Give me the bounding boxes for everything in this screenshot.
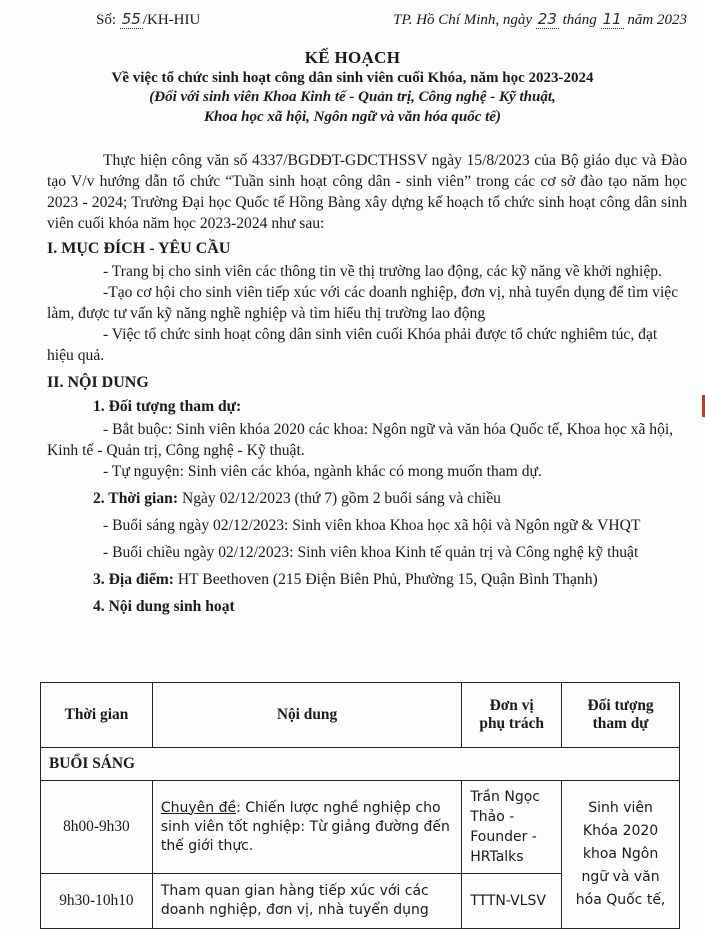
number-handwritten: 55 [121, 10, 141, 28]
header-unit-line2: phụ trách [479, 715, 544, 732]
number-prefix: Số: [96, 12, 117, 28]
purpose-item: -Tạo cơ hội cho sinh viên tiếp xúc với các doanh nghiệp, đơn vị, nhà tuyển dụng để tìm việc làm, được tư vấn kỹ năng nghề nghiệp và tìm hiểu thị trường lao động [47, 284, 679, 322]
afternoon-session-item: - Buổi chiều ngày 02/12/2023: Sinh viên khoa Kinh tế quản trị và Công nghệ kỹ thuật [103, 544, 639, 561]
document-body [47, 150, 687, 619]
subtitle-note-2: Khoa học xã hội, Ngôn ngữ và văn hóa quốc tế) [204, 109, 501, 125]
location-label: 3. Địa điểm: [93, 571, 174, 588]
title-block [0, 48, 705, 127]
header-unit [462, 683, 562, 748]
document-number [96, 10, 200, 29]
row-unit: Trần Ngọc Thảo - Founder - HRTalks [462, 781, 562, 874]
time-label: 2. Thời gian: [93, 490, 179, 507]
document-header-line [96, 10, 695, 34]
morning-session-item: - Buổi sáng ngày 02/12/2023: Sinh viên khoa Khoa học xã hội và Ngôn ngữ & VHQT [103, 517, 641, 534]
month-label: tháng [562, 12, 597, 28]
row-target: Sinh viên Khóa 2020 khoa Ngôn ngữ và văn hóa Quốc tế, [562, 781, 680, 929]
section-1-heading: I. MỤC ĐÍCH - YÊU CẦU [47, 240, 231, 257]
row-unit: TTTN-VLSV [462, 874, 562, 929]
subtitle-note-1: (Đối với sinh viên Khoa Kinh tế - Quản trị, Công nghệ - Kỹ thuật, [149, 89, 556, 105]
header-target-line1: Đối tượng [587, 697, 654, 714]
place-date [393, 10, 687, 29]
section-2-heading: II. NỘI DUNG [47, 374, 149, 391]
header-target-line2: tham dự [592, 715, 649, 732]
schedule-table [40, 682, 680, 929]
document-title: KẾ HOẠCH [304, 48, 401, 67]
row-time: 8h00-9h30 [41, 781, 153, 874]
location-text: HT Beethoven (215 Điện Biên Phủ, Phường 15, Quận Bình Thạnh) [174, 571, 598, 588]
location-line [47, 569, 687, 590]
header-content: Nội dung [152, 683, 461, 748]
header-target [562, 683, 680, 748]
table-row [41, 781, 680, 874]
row-time: 9h30-10h10 [41, 874, 153, 929]
purpose-item: - Việc tổ chức sinh hoạt công dân sinh viên cuối Khóa phải được tổ chức nghiêm túc, đạt hiệu quả. [47, 326, 658, 364]
header-unit-line1: Đơn vị [489, 697, 534, 714]
time-text: Ngày 02/12/2023 (thứ 7) gồm 2 buổi sáng và chiều [178, 490, 501, 507]
attendee-item: - Tự nguyện: Sinh viên các khóa, ngành khác có mong muốn tham dự. [103, 463, 542, 480]
place-label: TP. Hồ Chí Minh, ngày [393, 12, 533, 28]
row-content: Tham quan gian hàng tiếp xúc với các doanh nghiệp, đơn vị, nhà tuyển dụng [152, 874, 461, 929]
session-label: BUỔI SÁNG [41, 748, 680, 781]
number-suffix: /KH-HIU [142, 12, 201, 28]
intro-paragraph: Thực hiện công văn số 4337/BGDĐT-GDCTHSSV ngày 15/8/2023 của Bộ giáo dục và Đào tạo V/v hướng dẫn tổ chức “Tuần sinh hoạt công dân - sinh viên” trong các cơ sở đào tạo năm học 2023 - 2024; Trường Đại học Quốc tế Hồng Bàng xây dựng kế hoạch tổ chức sinh hoạt công dân sinh viên cuối khóa năm học 2023-2024 như sau: [47, 152, 687, 232]
activities-heading: 4. Nội dung sinh hoạt [93, 598, 235, 615]
table-header-row [41, 683, 680, 748]
document-subtitle: Về việc tổ chức sinh hoạt công dân sinh viên cuối Khóa, năm học 2023-2024 [111, 70, 594, 86]
date-month: 11 [602, 10, 622, 28]
attendees-heading: 1. Đối tượng tham dự: [93, 398, 242, 415]
time-line [47, 488, 687, 509]
header-time: Thời gian [41, 683, 153, 748]
date-day: 23 [537, 10, 557, 28]
attendee-item: - Bắt buộc: Sinh viên khóa 2020 các khoa: Ngôn ngữ và văn hóa Quốc tế, Khoa học xã hội, Kinh tế - Quản trị, Công nghệ - Kỹ thuật. [47, 421, 674, 459]
session-row [41, 748, 680, 781]
content-label: Chuyên đề [160, 799, 237, 816]
row-content [152, 781, 461, 874]
purpose-item: - Trang bị cho sinh viên các thông tin về thị trường lao động, các kỹ năng về khởi nghiệp. [103, 263, 662, 280]
content-text: : Chiến lược nghề nghiệp cho sinh viên tốt nghiệp: Từ giảng đường đến thế giới thực. [160, 799, 450, 854]
year-label: năm 2023 [627, 12, 687, 28]
